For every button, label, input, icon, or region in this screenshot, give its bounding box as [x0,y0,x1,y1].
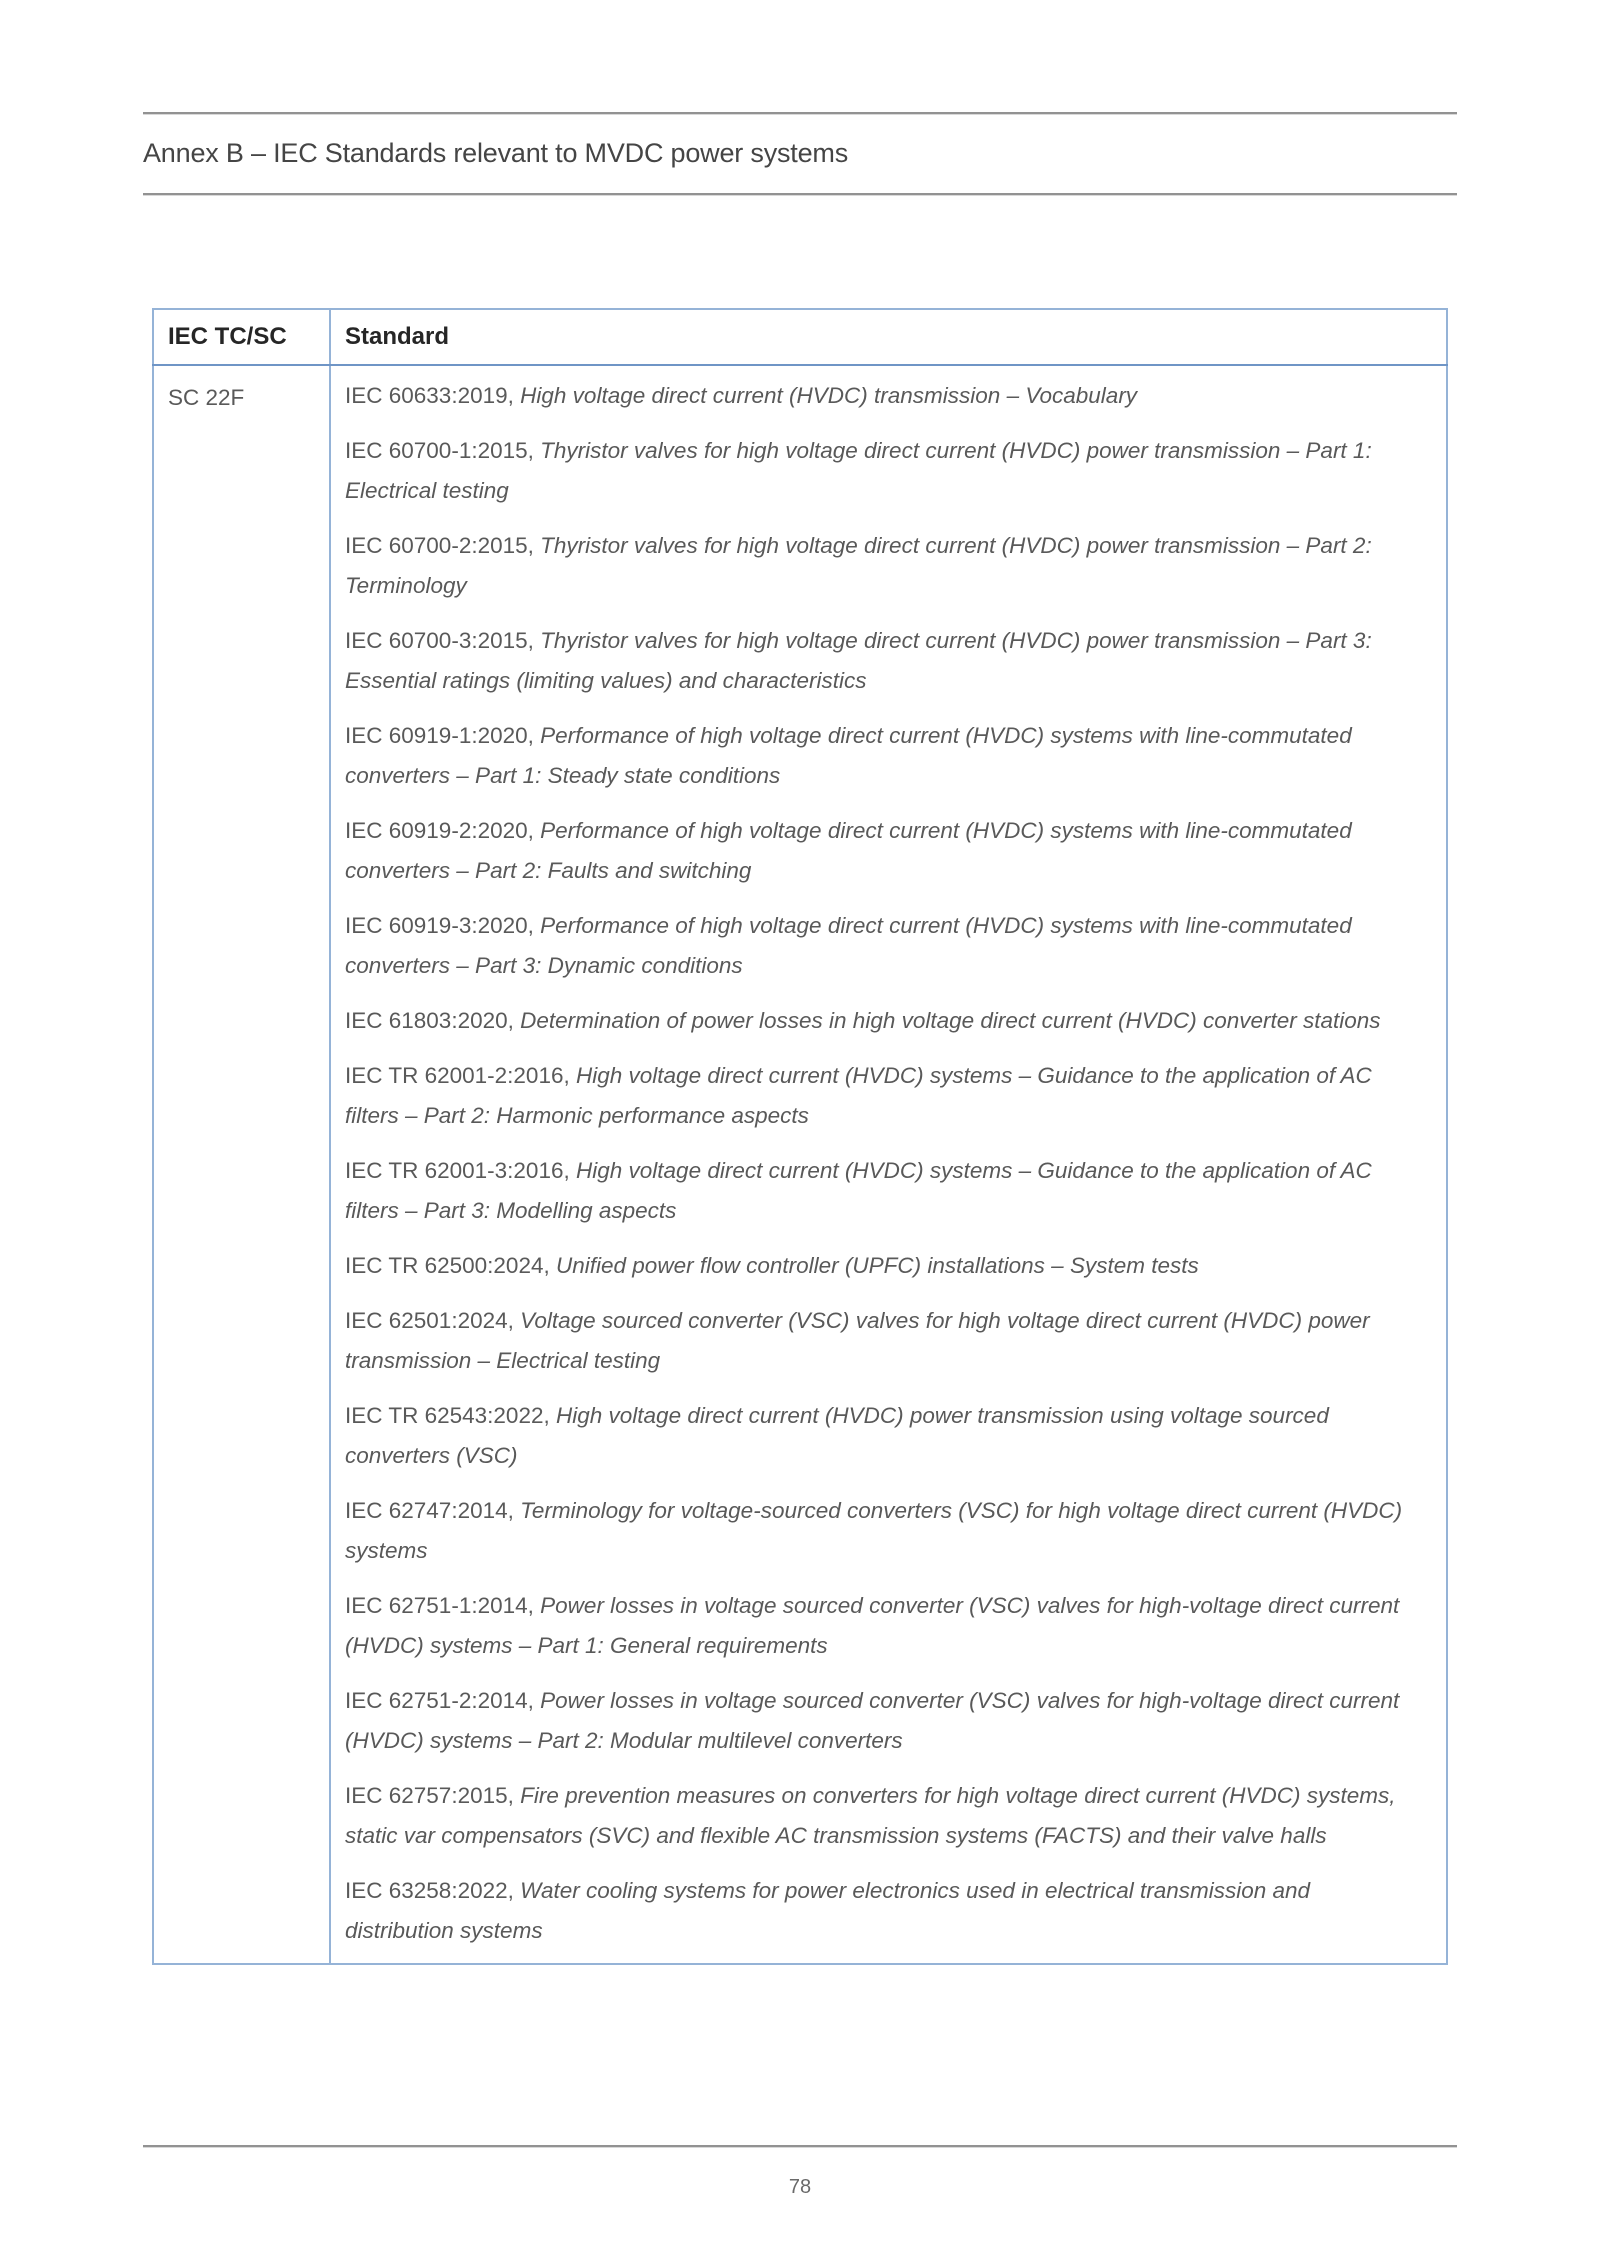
standard-code: IEC 60919-2:2020, [345,818,534,843]
standard-entry [345,1681,1424,1761]
standard-entry [345,1871,1424,1951]
standard-entry [345,1491,1424,1571]
standard-code: IEC 62757:2015, [345,1783,514,1808]
table-header-row [153,309,1447,365]
standard-code: IEC TR 62001-2:2016, [345,1063,570,1088]
standard-entry [345,621,1424,701]
standard-title: Fire prevention measures on converters for high voltage direct current (HVDC) systems, static var compensators (SVC) and flexible AC transmission systems (FACTS) and their valve halls [345,1783,1396,1848]
standard-entry [345,1151,1424,1231]
standard-title: Power losses in voltage sourced converter (VSC) valves for high-voltage direct current (HVDC) systems – Part 2: Modular multilevel converters [345,1688,1400,1753]
standard-title: Voltage sourced converter (VSC) valves for high voltage direct current (HVDC) power transmission – Electrical testing [345,1308,1370,1373]
standard-code: IEC TR 62543:2022, [345,1403,550,1428]
standard-title: High voltage direct current (HVDC) systems – Guidance to the application of AC filters – Part 2: Harmonic performance aspects [345,1063,1372,1128]
standard-entry [345,526,1424,606]
page-footer [143,2145,1457,2199]
standard-entry [345,1056,1424,1136]
standard-title: Thyristor valves for high voltage direct current (HVDC) power transmission – Part 3: Essential ratings (limiting values) and characteristics [345,628,1372,693]
standard-code: IEC 60633:2019, [345,383,514,408]
tc-sc-cell: SC 22F [153,365,330,1964]
standard-title: Unified power flow controller (UPFC) installations – System tests [556,1253,1199,1278]
standard-title: Performance of high voltage direct current (HVDC) systems with line-commutated converters – Part 1: Steady state conditions [345,723,1352,788]
page-content [143,0,1457,1965]
standard-code: IEC 60919-3:2020, [345,913,534,938]
standard-code: IEC 61803:2020, [345,1008,514,1033]
standard-code: IEC 60700-3:2015, [345,628,534,653]
page-number: 78 [788,2176,812,2198]
standard-entry [345,716,1424,796]
standard-entry [345,811,1424,891]
standard-title: Determination of power losses in high voltage direct current (HVDC) converter stations [520,1008,1381,1033]
standard-code: IEC 62501:2024, [345,1308,514,1333]
standard-title: Thyristor valves for high voltage direct current (HVDC) power transmission – Part 2: Terminology [345,533,1372,598]
standard-title: Performance of high voltage direct current (HVDC) systems with line-commutated converters – Part 2: Faults and switching [345,818,1352,883]
footer-rule [143,2145,1457,2148]
standard-title: High voltage direct current (HVDC) systems – Guidance to the application of AC filters – Part 3: Modelling aspects [345,1158,1372,1223]
standard-title: Terminology for voltage-sourced converters (VSC) for high voltage direct current (HVDC) systems [345,1498,1403,1563]
standard-code: IEC TR 62001-3:2016, [345,1158,570,1183]
standard-code: IEC 63258:2022, [345,1878,514,1903]
standard-code: IEC TR 62500:2024, [345,1253,550,1278]
column-header-standard: Standard [330,309,1447,365]
standard-entry [345,1001,1424,1041]
standards-table [152,308,1448,1965]
header-rule-bottom [143,193,1457,196]
standard-code: IEC 60700-2:2015, [345,533,534,558]
standard-title: Power losses in voltage sourced converter (VSC) valves for high-voltage direct current (HVDC) systems – Part 1: General requirements [345,1593,1400,1658]
standard-entry [345,1396,1424,1476]
annex-title: Annex B – IEC Standards relevant to MVDC power systems [143,138,849,168]
standard-title: Water cooling systems for power electronics used in electrical transmission and distribution systems [345,1878,1311,1943]
standard-entry [345,1586,1424,1666]
standard-title: High voltage direct current (HVDC) transmission – Vocabulary [520,383,1138,408]
standard-entry [345,906,1424,986]
standard-entry [345,1301,1424,1381]
standard-entry [345,1246,1424,1286]
column-header-iec-tc-sc: IEC TC/SC [153,309,330,365]
table-body-row [153,365,1447,1964]
standard-entry [345,376,1424,416]
standard-entry [345,431,1424,511]
standard-title: Thyristor valves for high voltage direct current (HVDC) power transmission – Part 1: Electrical testing [345,438,1372,503]
standard-entry [345,1776,1424,1856]
standard-code: IEC 62747:2014, [345,1498,514,1523]
standard-code: IEC 60700-1:2015, [345,438,534,463]
standard-code: IEC 62751-2:2014, [345,1688,534,1713]
standards-cell [330,365,1447,1964]
standard-title: High voltage direct current (HVDC) power transmission using voltage sourced converters (VSC) [345,1403,1329,1468]
standard-title: Performance of high voltage direct current (HVDC) systems with line-commutated converters – Part 3: Dynamic conditions [345,913,1352,978]
standard-code: IEC 60919-1:2020, [345,723,534,748]
standard-code: IEC 62751-1:2014, [345,1593,534,1618]
